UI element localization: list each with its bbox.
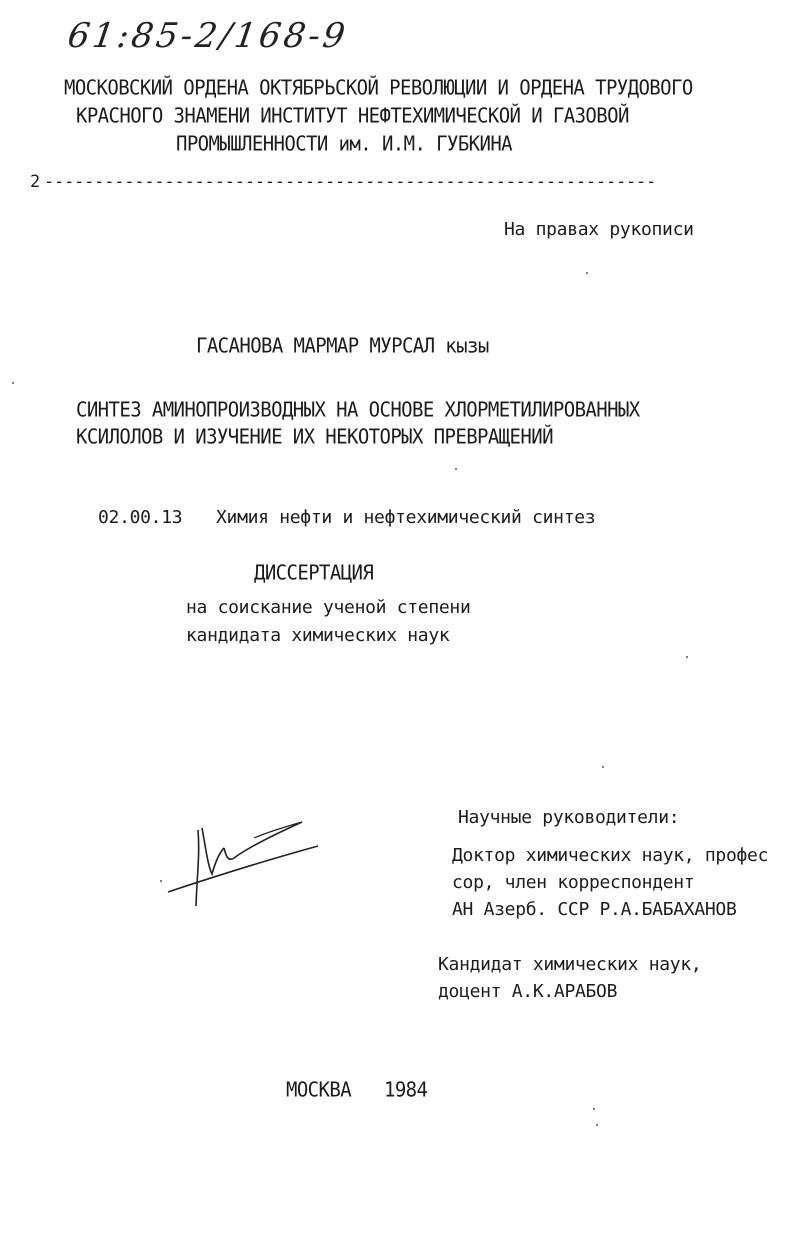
footer-city: МОСКВА bbox=[286, 1078, 352, 1102]
specialty-code: 02.00.13 bbox=[98, 507, 183, 528]
author-name: ГАСАНОВА МАРМАР МУРСАЛ кызы bbox=[196, 334, 489, 358]
scan-speck bbox=[593, 1108, 595, 1110]
title-line-1: СИНТЕЗ АМИНОПРОИЗВОДНЫХ НА ОСНОВЕ ХЛОРМЕТИЛИРОВАННЫХ bbox=[76, 398, 640, 422]
manuscript-note: На правах рукописи bbox=[504, 219, 694, 240]
scan-speck bbox=[12, 382, 14, 384]
footer-year: 1984 bbox=[384, 1078, 428, 1102]
scan-speck bbox=[160, 880, 162, 882]
degree-line-2: кандидата химических наук bbox=[186, 625, 450, 646]
separator-marker: 2 bbox=[30, 172, 41, 192]
title-line-2: КСИЛОЛОВ И ИЗУЧЕНИЕ ИХ НЕКОТОРЫХ ПРЕВРАЩЕНИЙ bbox=[76, 425, 553, 449]
supervisor-1-line-1: Доктор химических наук, профес bbox=[452, 845, 769, 866]
signature bbox=[150, 810, 330, 910]
document-type: ДИССЕРТАЦИЯ bbox=[254, 561, 374, 585]
degree-line-1: на соискание ученой степени bbox=[186, 597, 471, 618]
scan-speck bbox=[686, 656, 688, 658]
supervisor-2-line-1: Кандидат химических наук, bbox=[438, 954, 702, 975]
scan-speck bbox=[586, 272, 588, 274]
scan-speck bbox=[455, 468, 457, 470]
supervisors-heading: Научные руководители: bbox=[458, 807, 680, 828]
archive-code: 61:85-2/168-9 bbox=[65, 16, 351, 56]
scan-speck bbox=[596, 1124, 598, 1126]
institute-line-1: МОСКОВСКИЙ ОРДЕНА ОКТЯБРЬСКОЙ РЕВОЛЮЦИИ И ОРДЕНА ТРУДОВОГО bbox=[64, 76, 693, 100]
scan-speck bbox=[602, 766, 604, 768]
supervisor-1-line-2: сор, член корреспондент bbox=[452, 872, 695, 893]
supervisor-2-line-2: доцент А.К.АРАБОВ bbox=[438, 981, 618, 1002]
separator-line: ------------------------------------------------------------- bbox=[44, 172, 657, 192]
institute-line-2: КРАСНОГО ЗНАМЕНИ ИНСТИТУТ НЕФТЕХИМИЧЕСКОЙ И ГАЗОВОЙ bbox=[76, 104, 629, 128]
specialty-name: Химия нефти и нефтехимический синтез bbox=[216, 507, 596, 528]
institute-line-3: ПРОМЫШЛЕННОСТИ им. И.М. ГУБКИНА bbox=[176, 132, 513, 156]
supervisor-1-line-3: АН Азерб. ССР Р.А.БАБАХАНОВ bbox=[452, 899, 737, 920]
